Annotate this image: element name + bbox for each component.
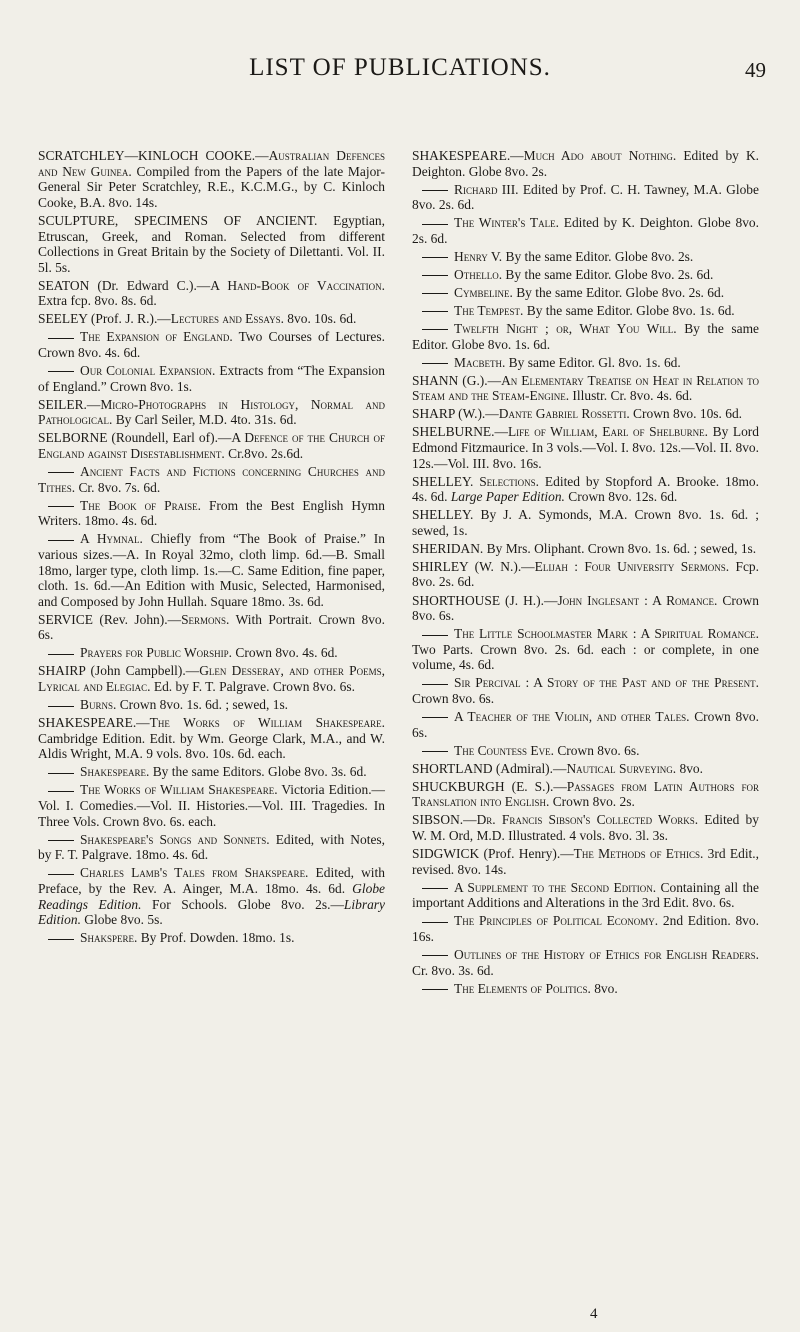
ditto-dash	[422, 955, 448, 956]
entry-details: Two Parts. Crown 8vo. 2s. 6d. each : or complete, in one volume, 4s. 6d.	[412, 641, 759, 673]
catalogue-entry	[412, 761, 759, 777]
entry-details: Crown 8vo. 6s.	[412, 691, 495, 707]
entry-details: With Portrait. Crown 8vo. 6s.	[38, 611, 385, 643]
entry-title: Life of William, Earl of Shelburne.	[507, 424, 708, 440]
ditto-dash	[48, 338, 74, 339]
entry-title: An Elementary Treatise on Heat in Relation to Steam and the Steam-Engine.	[412, 372, 759, 404]
entry-details: Fcp. 8vo. 2s. 6d.	[412, 558, 760, 590]
catalogue-entry	[38, 311, 385, 327]
catalogue-entry	[38, 213, 385, 276]
catalogue-entry	[38, 612, 385, 643]
entry-title: Passages from Latin Authors for Translation into English.	[412, 778, 759, 810]
ditto-dash	[48, 706, 74, 707]
ditto-dash	[422, 363, 448, 364]
entry-title: Prayers for Public Worship.	[80, 645, 233, 661]
entry-title: Shakespeare's Songs and Sonnets.	[80, 831, 270, 847]
entry-details: From the Best English Hymn Writers. 18mo. 4s. 6d.	[38, 497, 385, 529]
entry-details: By Prof. Dowden. 18mo. 1s.	[137, 930, 295, 946]
entry-title: Much Ado about Nothing.	[523, 148, 677, 163]
ditto-dash	[48, 791, 74, 792]
entry-details: Crown 8vo. 2s.	[549, 794, 635, 810]
entry-details: Compiled from the Papers of the late Major-General Sir Peter Scratchley, R.E., K.C.M.G., by C. Kinloch Cooke, B.A. 8vo. 14s.	[38, 163, 385, 210]
entry-title: Othello.	[454, 266, 503, 282]
catalogue-entry	[38, 397, 385, 428]
catalogue-entry	[412, 846, 759, 877]
entry-details: By the same Editor. Globe 8vo. 1s. 6d.	[523, 302, 735, 318]
entry-title: Outlines of the History of Ethics for English Readers.	[454, 946, 759, 962]
entry-details: By J. A. Symonds, M.A. Crown 8vo. 1s. 6d. ; sewed, 1s.	[412, 507, 759, 538]
ditto-dash	[422, 717, 448, 718]
entry-title: The Methods of Ethics.	[573, 846, 704, 861]
entry-title: Australian Defences and New Guinea.	[38, 148, 385, 179]
catalogue-entry	[38, 430, 385, 461]
entry-title: Shakespeare.	[80, 764, 150, 780]
catalogue-entry	[38, 645, 385, 661]
catalogue-entry	[412, 249, 759, 265]
entry-details: Crown 8vo. 12s. 6d.	[564, 489, 678, 505]
entry-details: Crown 8vo. 6s.	[412, 592, 759, 624]
ditto-dash	[422, 311, 448, 312]
entry-author: SEILER.—	[38, 396, 101, 412]
entry-title: The Elements of Politics.	[454, 980, 591, 996]
entry-details: By Carl Seiler, M.D. 4to. 31s. 6d.	[112, 412, 297, 428]
entry-details: By Mrs. Oliphant. Crown 8vo. 1s. 6d. ; sewed, 1s.	[483, 540, 757, 556]
entry-details: By the same Editor. Globe 8vo. 2s. 6d.	[502, 266, 714, 282]
catalogue-entry	[412, 215, 759, 246]
ditto-dash	[422, 224, 448, 225]
left-column	[38, 148, 385, 948]
catalogue-entry	[412, 675, 759, 706]
entry-title: A Teacher of the Violin, and other Tales.	[454, 709, 690, 725]
entry-details: Edited by K. Deighton. Globe 8vo. 2s.	[412, 148, 760, 179]
entry-details: 8vo.	[676, 760, 703, 776]
catalogue-entry	[412, 541, 759, 557]
entry-title: Sermons.	[181, 611, 230, 627]
ditto-dash	[422, 751, 448, 752]
entry-details: Edited by Prof. C. H. Tawney, M.A. Globe 8vo. 2s. 6d.	[412, 181, 759, 213]
ditto-dash	[48, 840, 74, 841]
entry-details: Ed. by F. T. Palgrave. Crown 8vo. 6s.	[150, 679, 355, 695]
catalogue-entry	[38, 865, 385, 928]
entry-author: SHUCKBURGH (E. S.).—	[412, 778, 567, 794]
catalogue-entry	[412, 474, 759, 505]
entry-author: SEATON (Dr. Edward C.).—	[38, 277, 211, 293]
catalogue-entry	[412, 507, 759, 538]
entry-author: SHORTLAND (Admiral).—	[412, 760, 567, 776]
entry-edition: Globe Readings Edition.	[38, 880, 385, 912]
entry-title: Richard III.	[454, 181, 519, 197]
ditto-dash	[422, 888, 448, 889]
entry-details: By the same Editors. Globe 8vo. 3s. 6d.	[149, 764, 367, 780]
ditto-dash	[422, 922, 448, 923]
entry-author: SERVICE (Rev. John).—	[38, 611, 182, 627]
entry-details: Crown 8vo. 6s.	[553, 742, 640, 758]
entry-details: Edited by W. M. Ord, M.D. Illustrated. 4 vols. 8vo. 3l. 3s.	[412, 812, 759, 843]
page-number: 49	[745, 58, 766, 82]
entry-details: By the same Editor. Globe 8vo. 2s.	[502, 248, 694, 264]
entry-details: Egyptian, Etruscan, Greek, and Roman. Selected from different Collections in Great Britain by the Society of Dilettanti. Vol. II. 5l. 5s.	[38, 212, 386, 275]
entry-details: Crown 8vo. 1s. 6d. ; sewed, 1s.	[116, 697, 289, 713]
entry-title: A Hymnal.	[80, 531, 143, 547]
catalogue-entry	[412, 812, 759, 843]
right-column	[412, 148, 759, 999]
entry-author: SEELEY (Prof. J. R.).—	[38, 311, 171, 327]
catalogue-entry	[412, 267, 759, 283]
entry-details: Two Courses of Lectures. Crown 8vo. 4s. 6d.	[38, 329, 385, 361]
catalogue-entry	[38, 663, 385, 694]
entry-title: Henry V.	[454, 248, 503, 264]
entry-title: Twelfth Night ; or, What You Will.	[454, 320, 677, 336]
entry-details: Cr. 8vo. 7s. 6d.	[75, 479, 161, 495]
entry-details: Edited by K. Deighton. Globe 8vo. 2s. 6d.	[412, 215, 759, 246]
ditto-dash	[48, 371, 74, 372]
catalogue-entry	[412, 373, 759, 404]
catalogue-entry	[412, 182, 759, 213]
entry-details: By Lord Edmond Fitzmaurice. In 3 vols.—Vol. I. 8vo. 12s.—Vol. II. 8vo. 12s.—Vol. III. 8vo. 16s.	[412, 424, 760, 471]
entry-author: SELBORNE (Roundell, Earl of).—	[38, 430, 232, 446]
entry-title: Charles Lamb's Tales from Shakspeare.	[80, 865, 309, 881]
entry-details: Victoria Edition.—Vol. I. Comedies.—Vol. II. Histories.—Vol. III. Tragedies. In Three Vols. Crown 8vo. 6s. each.	[38, 782, 385, 829]
entry-title: The Tempest.	[454, 302, 524, 318]
catalogue-entry	[38, 148, 385, 211]
ditto-dash	[422, 257, 448, 258]
entry-title: Ancient Facts and Fictions concerning Churches and Tithes.	[38, 464, 385, 495]
ditto-dash	[422, 684, 448, 685]
ditto-dash	[48, 939, 74, 940]
catalogue-entry	[412, 709, 759, 740]
entry-edition: Library Edition.	[38, 896, 385, 928]
catalogue-entry	[38, 764, 385, 780]
catalogue-entry	[38, 329, 385, 360]
entry-title: A Supplement to the Second Edition.	[454, 879, 657, 895]
entry-details: Illustr. Cr. 8vo. 4s. 6d.	[569, 388, 693, 404]
catalogue-entry	[412, 303, 759, 319]
entry-details: Cr.8vo. 2s.6d.	[224, 445, 304, 461]
entry-details: 8vo.	[590, 980, 618, 996]
entry-title: Lectures and Essays.	[170, 311, 284, 327]
entry-details: Crown 8vo. 4s. 6d.	[232, 645, 338, 661]
entry-details: 8vo. 10s. 6d.	[283, 311, 357, 327]
entry-details: By the same Editor. Globe 8vo. 2s. 6d.	[512, 284, 725, 300]
entry-title: Selections.	[473, 473, 540, 489]
entry-details: By same Editor. Gl. 8vo. 1s. 6d.	[505, 354, 681, 370]
entry-title: The Works of William Shakespeare.	[149, 715, 385, 731]
entry-author: SHORTHOUSE (J. H.).—	[412, 592, 558, 608]
entry-details: 3rd Edit., revised. 8vo. 14s.	[412, 846, 760, 877]
entry-title: John Inglesant : A Romance.	[557, 592, 718, 608]
entry-details: Edited by Stopford A. Brooke. 18mo. 4s. 6d.	[412, 473, 759, 505]
entry-author: SHELLEY.	[412, 473, 474, 489]
catalogue-entry	[412, 355, 759, 371]
entry-author: SHAKESPEARE.—	[412, 148, 524, 163]
signature-mark: 4	[590, 1306, 598, 1322]
ditto-dash	[422, 293, 448, 294]
entry-title: Shakspere.	[80, 930, 138, 946]
catalogue-entry	[38, 278, 385, 309]
ditto-dash	[422, 989, 448, 990]
catalogue-entry	[412, 880, 759, 911]
catalogue-entry	[38, 464, 385, 495]
entry-author: SHIRLEY (W. N.).—	[412, 558, 535, 574]
entry-author: SCULPTURE, SPECIMENS OF ANCIENT.	[38, 212, 318, 228]
entry-title: The Book of Praise.	[80, 497, 201, 513]
catalogue-entry	[38, 930, 385, 946]
entry-title: Sir Percival : A Story of the Past and of the Present.	[454, 675, 759, 691]
catalogue-entry	[412, 779, 759, 810]
entry-details: Edited, with Preface, by the Rev. A. Ainger, M.A. 18mo. 4s. 6d.	[38, 865, 385, 896]
ditto-dash	[422, 329, 448, 330]
catalogue-entry	[412, 406, 759, 422]
entry-details: Chiefly from “The Book of Praise.” In various sizes.—A. In Royal 32mo, cloth limp. 6d.—B. Small 18mo, larger type, cloth limp. 1s.—C. Same Edition, fine paper, cloth. 1s. 6d.—An Edition with Music, Selected, Harmonised, and Composed by John Hullah. Square 18mo. 3s. 6d.	[38, 531, 385, 609]
entry-details: For Schools. Globe 8vo. 2s.—	[141, 896, 344, 912]
entry-details: Containing all the important Additions and Alterations in the 3rd Edit. 8vo. 6s.	[412, 879, 759, 911]
catalogue-entry	[412, 913, 759, 944]
entry-title: A Hand-Book of Vaccination.	[210, 277, 385, 293]
entry-author: SHERIDAN.	[412, 540, 484, 556]
catalogue-entry	[38, 363, 385, 394]
entry-title: The Little Schoolmaster Mark : A Spiritual Romance.	[454, 626, 759, 642]
entry-details: 2nd Edition. 8vo. 16s.	[412, 913, 759, 944]
ditto-dash	[422, 635, 448, 636]
entry-title: Nautical Surveying.	[566, 760, 677, 776]
catalogue-entry	[38, 715, 385, 762]
entry-author: SIBSON.—	[412, 812, 477, 828]
entry-details: Globe 8vo. 5s.	[80, 912, 163, 928]
entry-details: Crown 8vo. 10s. 6d.	[629, 406, 743, 422]
entry-details: By the same Editor. Globe 8vo. 1s. 6d.	[412, 320, 759, 352]
catalogue-entry	[412, 743, 759, 759]
ditto-dash	[422, 190, 448, 191]
entry-title: Cymbeline.	[454, 284, 513, 300]
entry-title: Our Colonial Expansion.	[80, 363, 216, 379]
catalogue-entry	[38, 498, 385, 529]
entry-details: Extracts from “The Expansion of England.” Crown 8vo. 1s.	[38, 363, 385, 394]
entry-title: The Works of William Shakespeare.	[80, 782, 278, 798]
entry-title: The Expansion of England.	[80, 329, 233, 345]
entry-author: SHELBURNE.—	[412, 424, 508, 440]
entry-details: Cr. 8vo. 3s. 6d.	[412, 962, 494, 978]
entry-title: The Countess Eve.	[454, 742, 554, 758]
ditto-dash	[48, 874, 74, 875]
catalogue-entry	[412, 559, 759, 590]
ditto-dash	[48, 472, 74, 473]
entry-title: Macbeth.	[454, 354, 506, 370]
entry-title: Dr. Francis Sibson's Collected Works.	[476, 812, 699, 828]
catalogue-entry	[412, 626, 759, 673]
catalogue-entry	[412, 321, 759, 352]
ditto-dash	[48, 773, 74, 774]
entry-edition: Large Paper Edition.	[450, 489, 565, 505]
catalogue-entry	[412, 593, 759, 624]
entry-title: Glen Desseray, and other Poems, Lyrical and Elegiac.	[38, 663, 385, 695]
entry-title: A Defence of the Church of England against Disestablishment.	[38, 430, 385, 461]
page-title: LIST OF PUBLICATIONS.	[249, 54, 551, 81]
catalogue-entry	[412, 285, 759, 301]
entry-details: Edited, with Notes, by F. T. Palgrave. 18mo. 4s. 6d.	[38, 831, 385, 863]
ditto-dash	[422, 275, 448, 276]
ditto-dash	[48, 654, 74, 655]
entry-title: Burns.	[80, 697, 117, 713]
entry-details: Cambridge Edition. Edit. by Wm. George Clark, M.A., and W. Aldis Wright, M.A. 9 vols. 8vo. 10s. 6d. each.	[38, 730, 385, 762]
entry-details: Crown 8vo. 6s.	[412, 709, 759, 740]
entry-title: Elijah : Four University Sermons.	[534, 558, 730, 574]
catalogue-entry	[412, 424, 759, 471]
entry-title: Micro-Photographs in Histology, Normal and Pathological.	[38, 396, 385, 428]
entry-title: The Winter's Tale.	[454, 215, 559, 231]
catalogue-entry	[38, 531, 385, 609]
entry-author: SHANN (G.).—	[412, 372, 502, 388]
catalogue-entry	[412, 981, 759, 997]
catalogue-entry	[38, 782, 385, 829]
page-header	[30, 48, 770, 88]
catalogue-entry	[412, 148, 759, 179]
entry-author: SHELLEY.	[412, 507, 474, 523]
catalogue-entry	[38, 697, 385, 713]
entry-author: SCRATCHLEY—KINLOCH COOKE.—	[38, 148, 269, 163]
entry-author: SHARP (W.).—	[412, 406, 499, 422]
catalogue-entry	[412, 947, 759, 978]
ditto-dash	[48, 506, 74, 507]
entry-author: SHAKESPEARE.—	[38, 715, 150, 731]
entry-author: SIDGWICK (Prof. Henry).—	[412, 846, 574, 861]
entry-details: Extra fcp. 8vo. 8s. 6d.	[38, 293, 157, 309]
entry-title: The Principles of Political Economy.	[454, 913, 659, 929]
entry-author: SHAIRP (John Campbell).—	[38, 663, 200, 679]
ditto-dash	[48, 540, 74, 541]
entry-title: Dante Gabriel Rossetti.	[498, 406, 630, 422]
catalogue-entry	[38, 832, 385, 863]
